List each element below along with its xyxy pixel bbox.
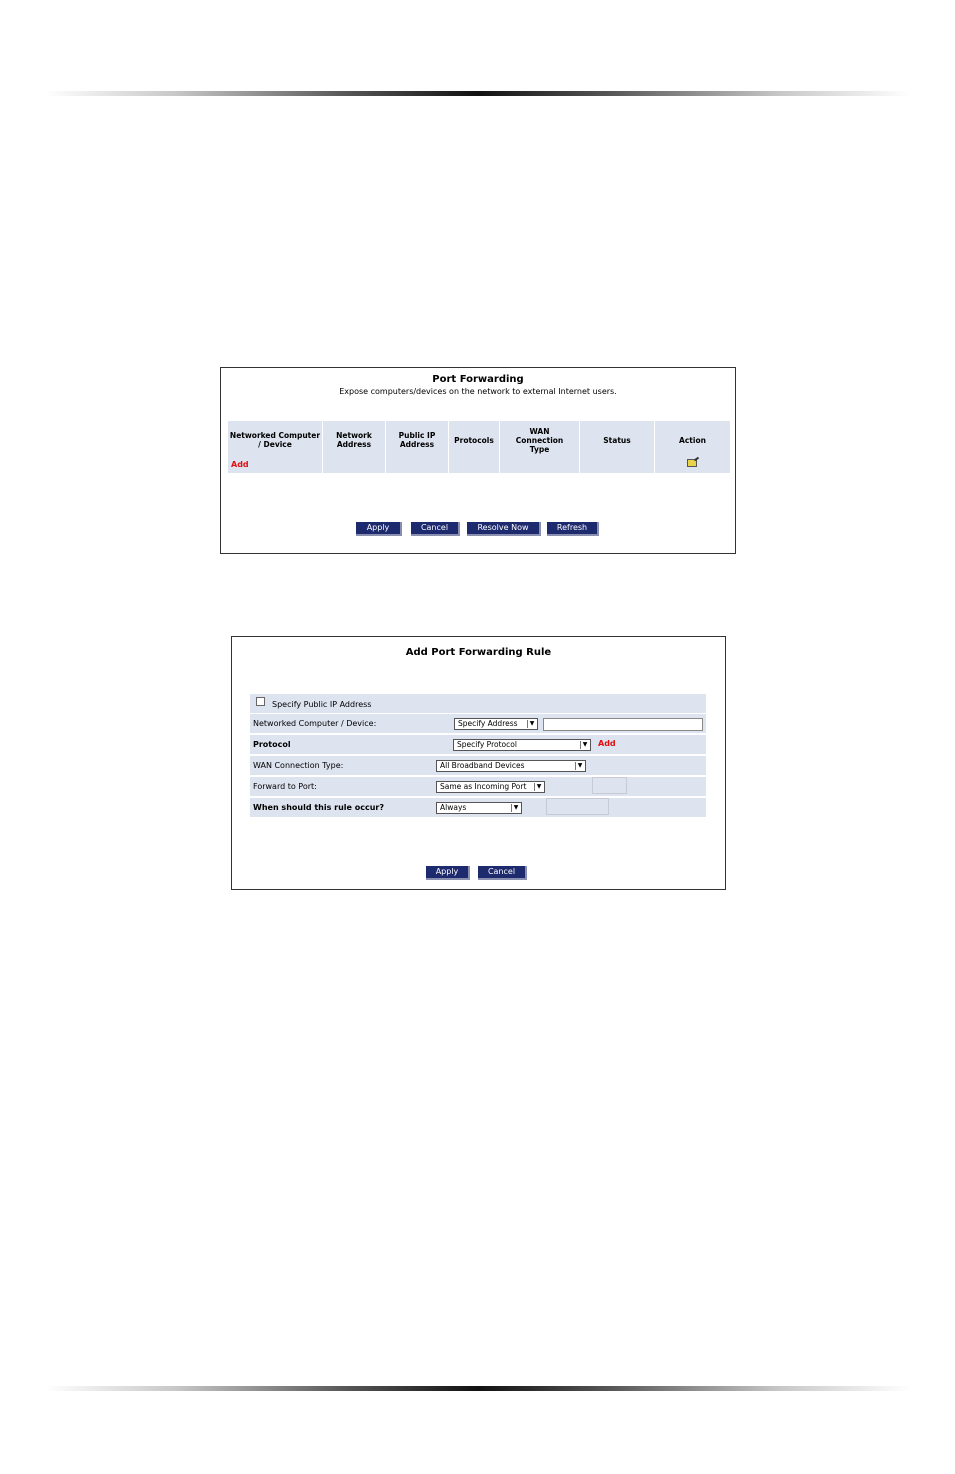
networked-device-row: [250, 714, 706, 734]
top-divider: [45, 91, 911, 96]
column-wan-type: WAN Connection Type: [500, 421, 580, 473]
forward-port-select[interactable]: Same as Incoming Port ▼: [436, 781, 545, 793]
specify-public-ip-label: Specify Public IP Address: [272, 700, 372, 709]
protocol-label: Protocol: [253, 740, 291, 749]
wan-type-row: [250, 756, 706, 776]
port-forwarding-panel: [220, 367, 736, 554]
add-rule-link[interactable]: Add: [231, 460, 249, 469]
page-subtitle: Expose computers/devices on the network to external Internet users.: [339, 387, 617, 396]
schedule-row: [250, 798, 706, 818]
cancel-button[interactable]: Cancel: [411, 522, 460, 536]
address-select[interactable]: Specify Address ▼: [454, 718, 538, 730]
column-protocols: Protocols: [449, 421, 500, 473]
forward-port-placeholder-box: [592, 777, 627, 794]
chevron-down-icon: ▼: [511, 804, 520, 812]
protocol-row: [250, 735, 706, 755]
column-public-ip: Public IP Address: [386, 421, 449, 473]
page-title: Port Forwarding: [432, 374, 524, 385]
specify-public-ip-checkbox[interactable]: [256, 697, 265, 706]
protocol-select[interactable]: Specify Protocol ▼: [453, 739, 591, 751]
column-network-address: Network Address: [323, 421, 386, 473]
apply-button[interactable]: Apply: [356, 522, 402, 536]
wan-type-select[interactable]: All Broadband Devices ▼: [436, 760, 586, 772]
forward-port-label: Forward to Port:: [253, 782, 317, 791]
forward-port-row: [250, 777, 706, 797]
chevron-down-icon: ▼: [527, 720, 536, 728]
resolve-now-button[interactable]: Resolve Now: [467, 522, 541, 536]
chevron-down-icon: ▼: [580, 741, 589, 749]
networked-device-label: Networked Computer / Device:: [253, 719, 377, 728]
add-protocol-link[interactable]: Add: [598, 739, 616, 748]
column-status: Status: [580, 421, 655, 473]
column-networked-device: Networked Computer / Device Add: [228, 421, 323, 473]
chevron-down-icon: ▼: [534, 783, 543, 791]
wan-type-label: WAN Connection Type:: [253, 761, 344, 770]
schedule-select[interactable]: Always ▼: [436, 802, 522, 814]
specify-public-ip-row: [250, 694, 706, 714]
add-rule-title: Add Port Forwarding Rule: [405, 647, 552, 658]
column-action: Action: [655, 421, 730, 473]
bottom-divider: [45, 1386, 911, 1391]
add-rule-apply-button[interactable]: Apply: [426, 866, 470, 880]
edit-icon[interactable]: [687, 459, 697, 467]
add-rule-panel: [231, 636, 726, 890]
address-input[interactable]: [543, 718, 703, 731]
add-rule-cancel-button[interactable]: Cancel: [478, 866, 527, 880]
schedule-label: When should this rule occur?: [253, 803, 384, 812]
refresh-button[interactable]: Refresh: [547, 522, 599, 536]
schedule-placeholder-box: [546, 798, 609, 815]
port-forwarding-table: [228, 421, 730, 473]
chevron-down-icon: ▼: [575, 762, 584, 770]
